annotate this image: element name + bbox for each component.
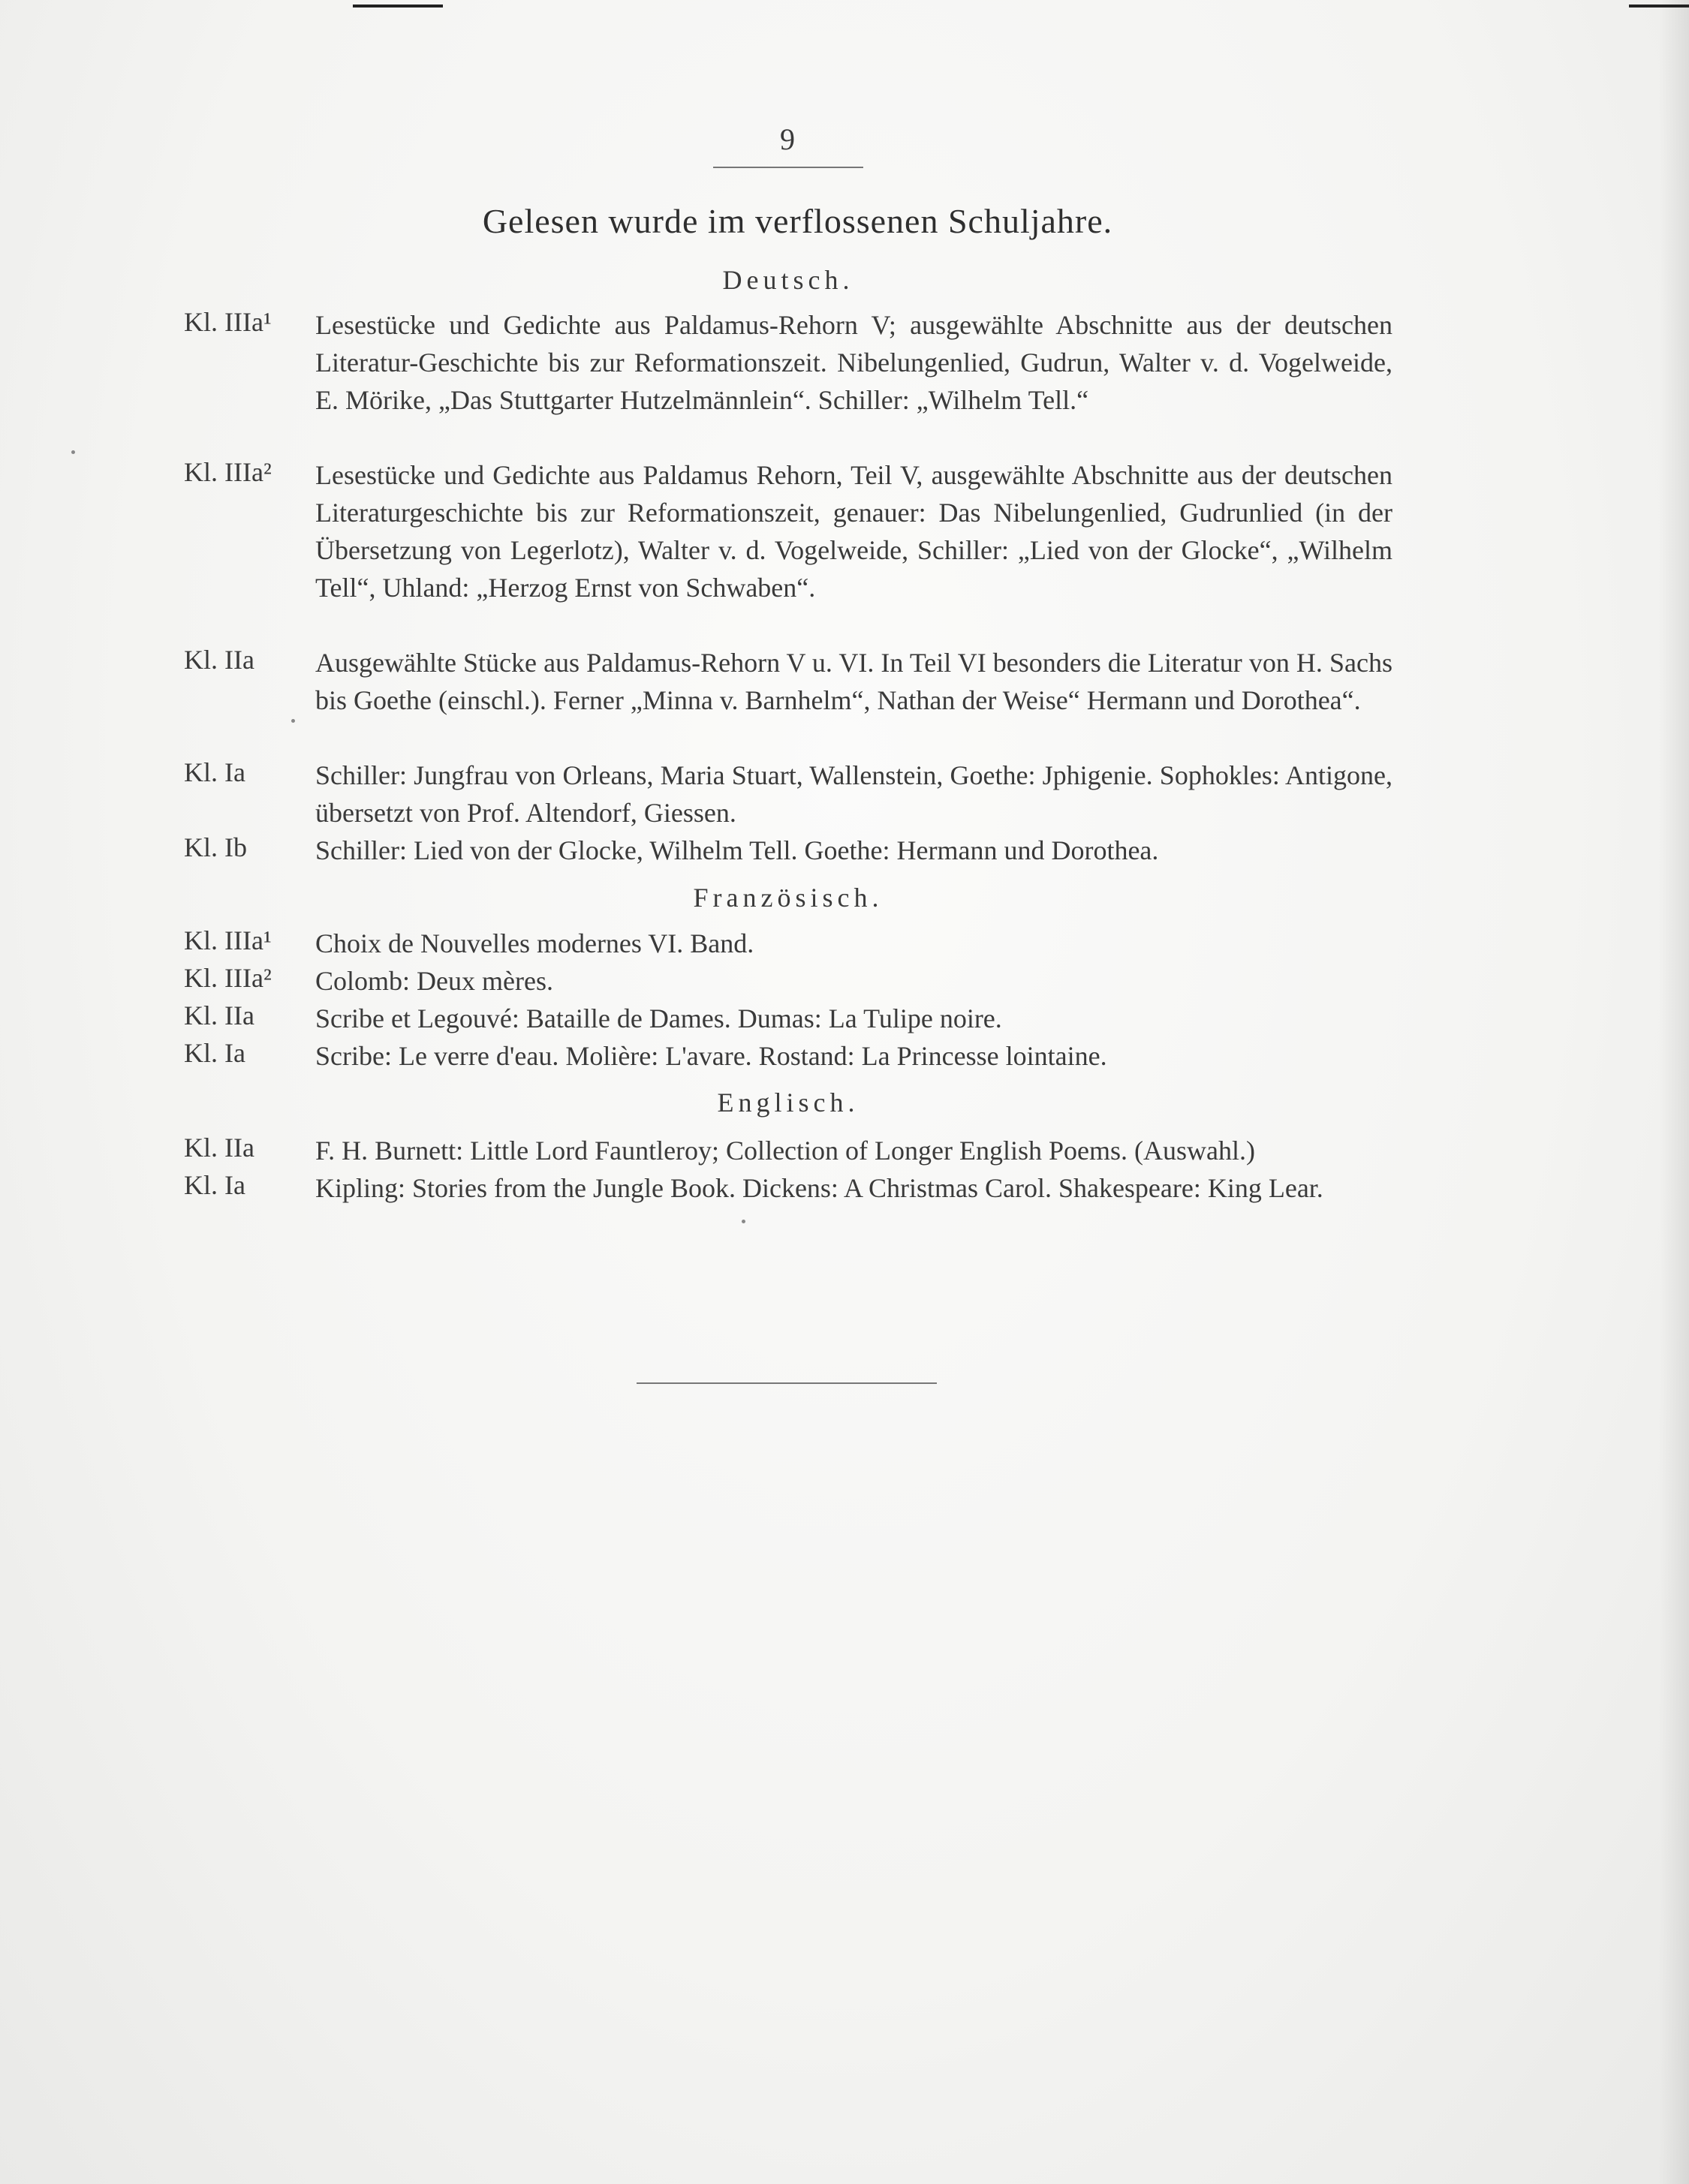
page-edge-shadow [1659,0,1689,2184]
paper-speck [71,450,75,454]
class-label: Kl. Ia [184,757,245,787]
section-heading-franzoesisch: Französisch. [693,883,884,913]
page-number-rule [713,167,863,168]
reading-text: Colomb: Deux mères. [315,966,553,996]
section-heading-deutsch: Deutsch. [722,265,854,295]
reading-text: Ausgewählte Stücke aus Paldamus-Rehorn V u. VI. In Teil VI besonders die Literatur von H. Sachs bis Goethe (einschl.). Ferner „Minna v. Barnhelm“, Nathan der Weise“ Hermann und Dorothea“. [315,648,1392,715]
reading-text: F. H. Burnett: Little Lord Fauntleroy; Collection of Longer English Poems. (Auswahl.) [315,1136,1255,1166]
class-label: Kl. Ib [184,832,247,862]
class-label: Kl. IIa [184,1000,254,1030]
reading-text: Schiller: Lied von der Glocke, Wilhelm Tell. Goethe: Hermann und Dorothea. [315,835,1159,865]
reading-text: Scribe et Legouvé: Bataille de Dames. Dumas: La Tulipe noire. [315,1003,1002,1033]
paper-speck [291,719,295,723]
class-label: Kl. IIa [184,645,254,675]
class-label: Kl. IIIa¹ [184,925,272,955]
top-edge-mark [1629,5,1689,8]
class-label: Kl. Ia [184,1170,245,1200]
top-edge-mark [353,5,443,8]
class-label: Kl. IIa [184,1133,254,1163]
section-heading-englisch: Englisch. [717,1087,860,1118]
reading-text: Scribe: Le verre d'eau. Molière: L'avare. Rostand: La Princesse lointaine. [315,1041,1107,1071]
class-label: Kl. IIIa² [184,963,272,993]
reading-text: Schiller: Jungfrau von Orleans, Maria Stuart, Wallenstein, Goethe: Jphigenie. Sophokles: Antigone, übersetzt von Prof. Altendorf, Giessen. [315,760,1392,828]
class-label: Kl. IIIa² [184,457,272,487]
class-label: Kl. Ia [184,1038,245,1068]
reading-text: Kipling: Stories from the Jungle Book. Dickens: A Christmas Carol. Shakespeare: King Lear. [315,1173,1323,1203]
class-label: Kl. IIIa¹ [184,307,272,337]
closing-rule [637,1382,937,1384]
reading-text: Lesestücke und Gedichte aus Paldamus Rehorn, Teil V, ausgewählte Abschnitte aus der deutschen Literaturgeschichte bis zur Reformationszeit, genauer: Das Nibelungenlied, Gudrunlied (in der Übersetzung von Legerlotz), Walter v. d. Vogelweide, Schiller: „Lied von der Glocke“, „Wilhelm Tell“, Uhland: „Herzog Ernst von Schwaben“. [315,460,1392,603]
reading-text: Choix de Nouvelles modernes VI. Band. [315,928,754,958]
page-title: Gelesen wurde im verflossenen Schuljahre. [482,202,1113,240]
reading-text: Lesestücke und Gedichte aus Paldamus-Rehorn V; ausgewählte Abschnitte aus der deutschen Literatur-Geschichte bis zur Reformationszeit. Nibelungenlied, Gudrun, Walter v. d. Vogelweide, E. Mörike, „Das Stuttgarter Hutzelmännlein“. Schiller: „Wilhelm Tell.“ [315,310,1392,415]
paper-speck [742,1220,745,1223]
page-number: 9 [780,122,796,156]
